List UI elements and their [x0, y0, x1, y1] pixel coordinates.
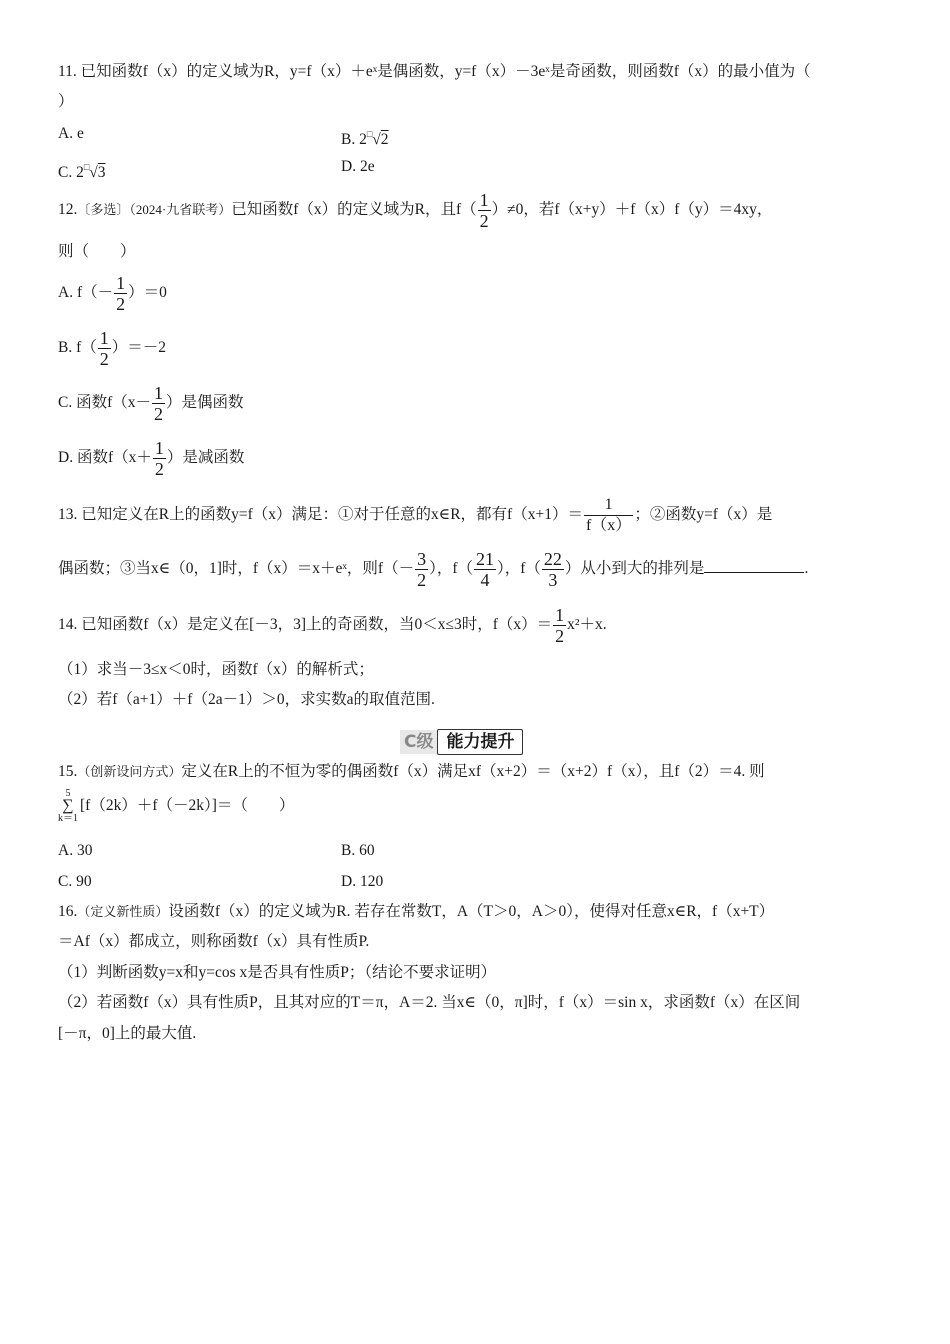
- q12-option-d: [58, 437, 244, 479]
- q13-stem-line2: [58, 548, 808, 590]
- frac-denominator: 3: [548, 569, 558, 590]
- q12-option-b: [58, 327, 166, 369]
- q11-stem: 11. 已知函数f（x）的定义域为R，y=f（x）＋eˣ是偶函数，y=f（x）－3eˣ是奇函数，则函数f（x）的最小值为（: [58, 63, 811, 80]
- q12-option-d-post: ）是减函数: [166, 449, 245, 466]
- q12-tag: 〔多选〕（2024·九省联考）: [77, 202, 232, 217]
- q12-stem-end: 则（ ）: [58, 243, 136, 260]
- q12-option-a-post: ）＝0: [128, 284, 167, 301]
- q11-option-b-radicand: 2: [380, 131, 389, 148]
- frac-numerator: 1: [584, 495, 633, 516]
- q11-option-d: D. 2e: [341, 158, 375, 175]
- q16-tag: （定义新性质）: [77, 904, 169, 919]
- q13-line2-d: ）从小到大的排列是: [564, 560, 705, 577]
- q13-line2-a: 偶函数；③当x∈（0，1]时，f（x）＝x＋eˣ，则f（－: [58, 560, 415, 577]
- q15-tag: （创新设问方式）: [77, 764, 182, 779]
- q12-stem-b: ）≠0，若f（x+y）＋f（x）f（y）＝4xy，: [491, 201, 773, 218]
- q11-option-b: B. 2□√2: [341, 129, 389, 148]
- q12-option-c: [58, 382, 244, 424]
- q12-option-d-fraction: [153, 438, 166, 479]
- frac-numerator: 21: [476, 548, 494, 569]
- q12-option-b-fraction: [98, 328, 111, 369]
- q13-line2-c: ），f（: [497, 560, 541, 577]
- q14-part-2: （2）若f（a+1）＋f（2a－1）＞0，求实数a的取值范围.: [58, 691, 435, 708]
- frac-numerator: 1: [555, 604, 565, 625]
- q15-option-b: B. 60: [341, 842, 375, 859]
- q15-stem-line2: [58, 784, 294, 828]
- frac-denominator: 2: [154, 458, 164, 479]
- q13-end: .: [804, 560, 809, 577]
- q12-stem-a: 已知函数f（x）的定义域为R，且f（: [231, 201, 477, 218]
- q11-stem-end: ）: [58, 93, 74, 110]
- frac-numerator: 3: [417, 548, 427, 569]
- q16-part-2-end: [－π，0]上的最大值.: [58, 1025, 197, 1042]
- frac-numerator: 1: [116, 272, 126, 293]
- frac-denominator: 4: [480, 569, 490, 590]
- q12-number: 12.: [58, 201, 78, 218]
- frac-numerator: 1: [99, 327, 109, 348]
- q14-stem-a: 14. 已知函数f（x）是定义在[－3，3]上的奇函数，当0＜x≤3时，f（x）＝: [58, 616, 553, 633]
- frac-numerator: 1: [479, 189, 489, 210]
- q16-number: 16.: [58, 903, 78, 920]
- q11-option-c-label: C. 2: [58, 164, 84, 181]
- q12-half-fraction: [478, 190, 491, 231]
- q15-option-a: A. 30: [58, 842, 93, 859]
- q11-option-b-index: □: [366, 129, 373, 139]
- q15-summation: [58, 788, 78, 824]
- q16-stem-line2: ＝Af（x）都成立，则称函数f（x）具有性质P.: [58, 933, 370, 950]
- q12-option-a-pre: A. f（－: [58, 284, 114, 301]
- frac-numerator: 22: [543, 548, 562, 569]
- frac-denominator: 2: [417, 569, 427, 590]
- q14-stem: [58, 604, 607, 646]
- frac-numerator: 1: [154, 382, 164, 403]
- q11-option-c-radicand: 3: [97, 164, 106, 181]
- q13-stem-a: 13. 已知定义在R上的函数y=f（x）满足：①对于任意的x∈R，都有f（x+1）＝: [58, 506, 583, 523]
- q14-stem-b: x²＋x.: [567, 616, 607, 633]
- q11-option-c: C. 2□√3: [58, 162, 106, 181]
- frac-denominator: 2: [154, 403, 164, 424]
- q15-stem-text: 定义在R上的不恒为零的偶函数f（x）满足xf（x+2）＝（x+2）f（x），且f（2）＝4. 则: [181, 763, 765, 780]
- q16-stem: [58, 902, 774, 922]
- sum-lower: k＝1: [58, 813, 78, 825]
- q13-line2-b: ），f（: [429, 560, 473, 577]
- q13-frac-c: [542, 549, 564, 590]
- q12-stem: [58, 189, 772, 231]
- q14-fraction: [553, 605, 566, 646]
- q14-part-1: （1）求当－3≤x＜0时，函数f（x）的解析式；: [58, 661, 374, 678]
- q15-option-c: C. 90: [58, 873, 92, 890]
- q11-option-a: A. e: [58, 125, 84, 142]
- q11-option-b-label: B. 2: [341, 131, 367, 148]
- q13-answer-blank[interactable]: [704, 558, 804, 573]
- q12-option-c-pre: C. 函数f（x－: [58, 394, 152, 411]
- q16-part-1: （1）判断函数y=x和y=cos x是否具有性质P；（结论不要求证明）: [58, 964, 497, 981]
- q12-option-b-pre: B. f（: [58, 339, 97, 356]
- q12-option-d-pre: D. 函数f（x＋: [58, 449, 152, 466]
- q13-stem: [58, 494, 772, 536]
- q12-option-a-fraction: [114, 273, 127, 314]
- q15-stem-expr: [f（2k）＋f（－2k）]＝（ ）: [80, 797, 295, 814]
- q12-option-a: [58, 272, 167, 314]
- q13-stem-b: ；②函数y=f（x）是: [634, 506, 773, 523]
- badge-title: 能力提升: [437, 729, 523, 755]
- frac-numerator: 1: [154, 437, 164, 458]
- q13-frac-b: [474, 549, 496, 590]
- q13-recip-fraction: [584, 495, 633, 536]
- q15-stem: [58, 762, 765, 782]
- frac-denominator: 2: [99, 348, 109, 369]
- frac-denominator: 2: [555, 625, 565, 646]
- q16-part-2: （2）若函数f（x）具有性质P，且其对应的T＝π，A＝2. 当x∈（0，π]时，f（x）＝sin x，求函数f（x）在区间: [58, 994, 801, 1011]
- q15-option-d: D. 120: [341, 873, 384, 890]
- frac-denominator: f（x）: [585, 516, 632, 534]
- frac-denominator: 2: [116, 293, 126, 314]
- q12-option-c-post: ）是偶函数: [166, 394, 244, 411]
- q16-stem-text: 设函数f（x）的定义域为R. 若存在常数T，A（T＞0，A＞0），使得对任意x∈R，f（x+T）: [168, 903, 775, 920]
- section-badge: [400, 728, 550, 756]
- q12-option-c-fraction: [152, 383, 165, 424]
- q12-option-b-post: ）＝－2: [111, 339, 167, 356]
- q15-number: 15.: [58, 763, 78, 780]
- frac-denominator: 2: [479, 210, 489, 231]
- sum-sigma: ∑: [62, 797, 74, 815]
- q13-frac-a: [415, 549, 428, 590]
- q11-option-c-index: □: [83, 162, 90, 172]
- badge-level: C级: [400, 730, 437, 754]
- sum-upper: 5: [65, 788, 71, 800]
